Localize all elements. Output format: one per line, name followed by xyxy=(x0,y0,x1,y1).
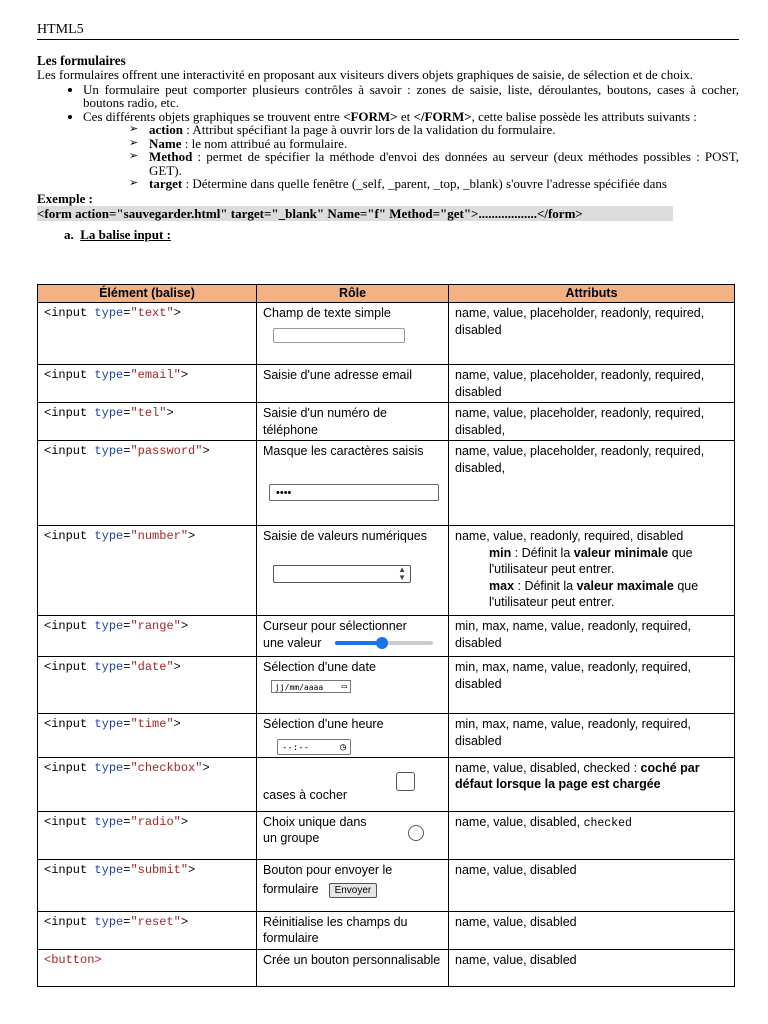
password-input-preview[interactable]: •••• xyxy=(269,484,439,501)
range-slider-preview[interactable] xyxy=(335,641,433,645)
role-cell: Champ de texte simple xyxy=(257,303,449,365)
date-input-preview[interactable]: jj/mm/aaaa ▭ xyxy=(271,680,351,693)
attrs-cell: min, max, name, value, readonly, required, disabled xyxy=(449,616,735,657)
role-cell: cases à cocher xyxy=(257,757,449,811)
element-cell: <input type="radio"> xyxy=(38,811,257,859)
clock-icon[interactable]: ◷ xyxy=(339,741,346,753)
table-row xyxy=(38,949,735,986)
table-header-row xyxy=(38,285,735,303)
element-cell: <input type="checkbox"> xyxy=(38,757,257,811)
element-cell: <input type="email"> xyxy=(38,365,257,403)
table-row xyxy=(38,811,735,859)
section-title: Les formulaires xyxy=(37,53,126,68)
type-value: "date" xyxy=(130,660,174,674)
element-cell: <input type="text"> xyxy=(38,303,257,365)
type-value: "checkbox" xyxy=(130,760,203,775)
type-value: "email" xyxy=(130,368,181,382)
time-input-preview[interactable]: --:-- ◷ xyxy=(277,739,351,755)
element-cell: <input type="submit"> xyxy=(38,859,257,911)
element-cell: <input type="range"> xyxy=(38,616,257,657)
text-input-preview[interactable] xyxy=(273,328,405,343)
element-cell: <input type="password"> xyxy=(38,441,257,526)
type-value: "reset" xyxy=(130,914,181,929)
type-value: "time" xyxy=(130,717,174,731)
role-cell: Saisie d'une adresse email xyxy=(257,365,449,403)
type-value: "tel" xyxy=(130,406,167,420)
attrs-cell: name, value, disabled xyxy=(449,859,735,911)
type-value: "range" xyxy=(130,619,181,633)
role-cell: Choix unique dans un groupe xyxy=(257,811,449,859)
element-cell: <input type="reset"> xyxy=(38,911,257,949)
bullet-list xyxy=(37,83,739,191)
max-description: max : Définit la valeur maximale que l'utilisateur peut entrer. xyxy=(489,578,699,609)
attrs-cell: name, value, placeholder, readonly, required, disabled xyxy=(449,365,735,403)
attrs-cell: name, value, placeholder, readonly, required, disabled, xyxy=(449,403,735,441)
element-cell: <input type="time"> xyxy=(38,714,257,758)
element-cell: <input type="date"> xyxy=(38,657,257,714)
arrow-icon: ➢ xyxy=(129,123,139,135)
column-header: Attributs xyxy=(449,285,735,303)
page-header: HTML5 xyxy=(37,22,739,40)
role-cell: Sélection d'une date jj/mm/aaaa ▭ xyxy=(257,657,449,714)
calendar-icon[interactable]: ▭ xyxy=(341,681,347,692)
type-value: "submit" xyxy=(130,862,189,877)
attribute-item: ➢ Name : le nom attribué au formulaire. xyxy=(129,135,348,151)
table-row xyxy=(38,911,735,949)
bullet-item: • Ces différents objets graphiques se trouvent entre <FORM> et </FORM>, cette balise possède les attributs suivants : ➢ action : Attribut spécifiant la page à ouvrir lors de la validation du formulaire. ➢ Name : le nom attribué au formulaire. ➢ Method : permet de spécifier la méthode d'envoi des données au serveur (deux méthodes possibles : POST, GET). ➢ target : Détermine dans quelle fenêtre (_self, _parent, _top, _blank) s'ouvre l'adresse spécifiée dans xyxy=(83,110,739,191)
table-row xyxy=(38,526,735,616)
submit-button-preview[interactable]: Envoyer xyxy=(329,883,378,898)
type-value: "radio" xyxy=(130,814,181,829)
attribute-list xyxy=(83,123,739,191)
attrs-cell: name, value, placeholder, readonly, required, disabled, xyxy=(449,441,735,526)
attrs-cell: name, value, readonly, required, disabled min : Définit la valeur minimale que l'utilisateur peut entrer. max : Définit la valeur maximale que l'utilisateur peut entrer. xyxy=(449,526,735,616)
attrs-cell: name, value, disabled xyxy=(449,911,735,949)
table-row xyxy=(38,365,735,403)
subsection-heading: a. La balise input : xyxy=(64,227,171,242)
spinner-icon[interactable]: ▲ ▼ xyxy=(398,564,406,582)
type-value: "password" xyxy=(130,444,203,458)
type-value: "text" xyxy=(130,306,174,320)
table-row xyxy=(38,657,735,714)
role-cell: Bouton pour envoyer le formulaire Envoyer xyxy=(257,859,449,911)
attrs-cell: name, value, disabled xyxy=(449,949,735,986)
arrow-icon: ➢ xyxy=(129,150,139,162)
attribute-item: ➢ Method : permet de spécifier la méthode d'envoi des données au serveur (deux méthodes possibles : POST, GET). xyxy=(129,149,739,178)
range-thumb[interactable] xyxy=(376,637,388,649)
arrow-icon: ➢ xyxy=(129,136,139,149)
table-row xyxy=(38,714,735,758)
attrs-cell: min, max, name, value, readonly, required, disabled xyxy=(449,657,735,714)
attrs-cell: name, value, disabled, checked : coché par défaut lorsque la page est chargée xyxy=(449,757,735,811)
role-cell: Saisie de valeurs numériques ▲ ▼ xyxy=(257,526,449,616)
attrs-cell: name, value, disabled, checked xyxy=(449,811,735,859)
input-table xyxy=(37,284,735,987)
role-cell: Sélection d'une heure --:-- ◷ xyxy=(257,714,449,758)
table-row xyxy=(38,859,735,911)
column-header: Élément (balise) xyxy=(38,285,257,303)
attribute-item: ➢ target : Détermine dans quelle fenêtre (_self, _parent, _top, _blank) s'ouvre l'adresse spécifiée dans xyxy=(129,176,667,191)
example-code: <form action="sauvegarder.html" target="_blank" Name="f" Method="get">..................</form> xyxy=(37,206,673,221)
table-row xyxy=(38,757,735,811)
table-row xyxy=(38,616,735,657)
table-row xyxy=(38,403,735,441)
role-cell: Crée un bouton personnalisable xyxy=(257,949,449,986)
role-cell: Réinitialise les champs du formulaire xyxy=(257,911,449,949)
number-input-preview[interactable] xyxy=(273,565,411,583)
role-cell: Curseur pour sélectionner une valeur xyxy=(257,616,449,657)
radio-preview[interactable] xyxy=(408,825,424,841)
role-cell: Saisie d'un numéro de téléphone xyxy=(257,403,449,441)
example-label: Exemple : xyxy=(37,190,93,206)
range-fill xyxy=(335,641,382,645)
arrow-icon: ➢ xyxy=(129,177,139,189)
table-row xyxy=(38,441,735,526)
element-cell: <input type="tel"> xyxy=(38,403,257,441)
table-row xyxy=(38,303,735,365)
element-cell: <input type="number"> xyxy=(38,526,257,616)
document-page xyxy=(37,22,739,242)
checkbox-preview[interactable] xyxy=(396,772,415,791)
attrs-cell: name, value, placeholder, readonly, required, disabled xyxy=(449,303,735,365)
column-header: Rôle xyxy=(257,285,449,303)
attrs-cell: min, max, name, value, readonly, required, disabled xyxy=(449,714,735,758)
role-cell: Masque les caractères saisis •••• xyxy=(257,441,449,526)
bullet-item: • Un formulaire peut comporter plusieurs contrôles à savoir : zones de saisie, liste, déroulantes, boutons, cases à cocher, boutons radio, etc. xyxy=(83,83,739,110)
type-value: "number" xyxy=(130,529,189,543)
element-cell: <button> xyxy=(38,949,257,986)
attribute-item: ➢ action : Attribut spécifiant la page à ouvrir lors de la validation du formulaire. xyxy=(129,122,556,137)
intro-paragraph: Les formulaires offrent une interactivité en proposant aux visiteurs divers objets graphiques de saisie, de sélection et de choix. xyxy=(37,67,694,82)
min-description: min : Définit la valeur minimale que l'utilisateur peut entrer. xyxy=(489,545,693,576)
